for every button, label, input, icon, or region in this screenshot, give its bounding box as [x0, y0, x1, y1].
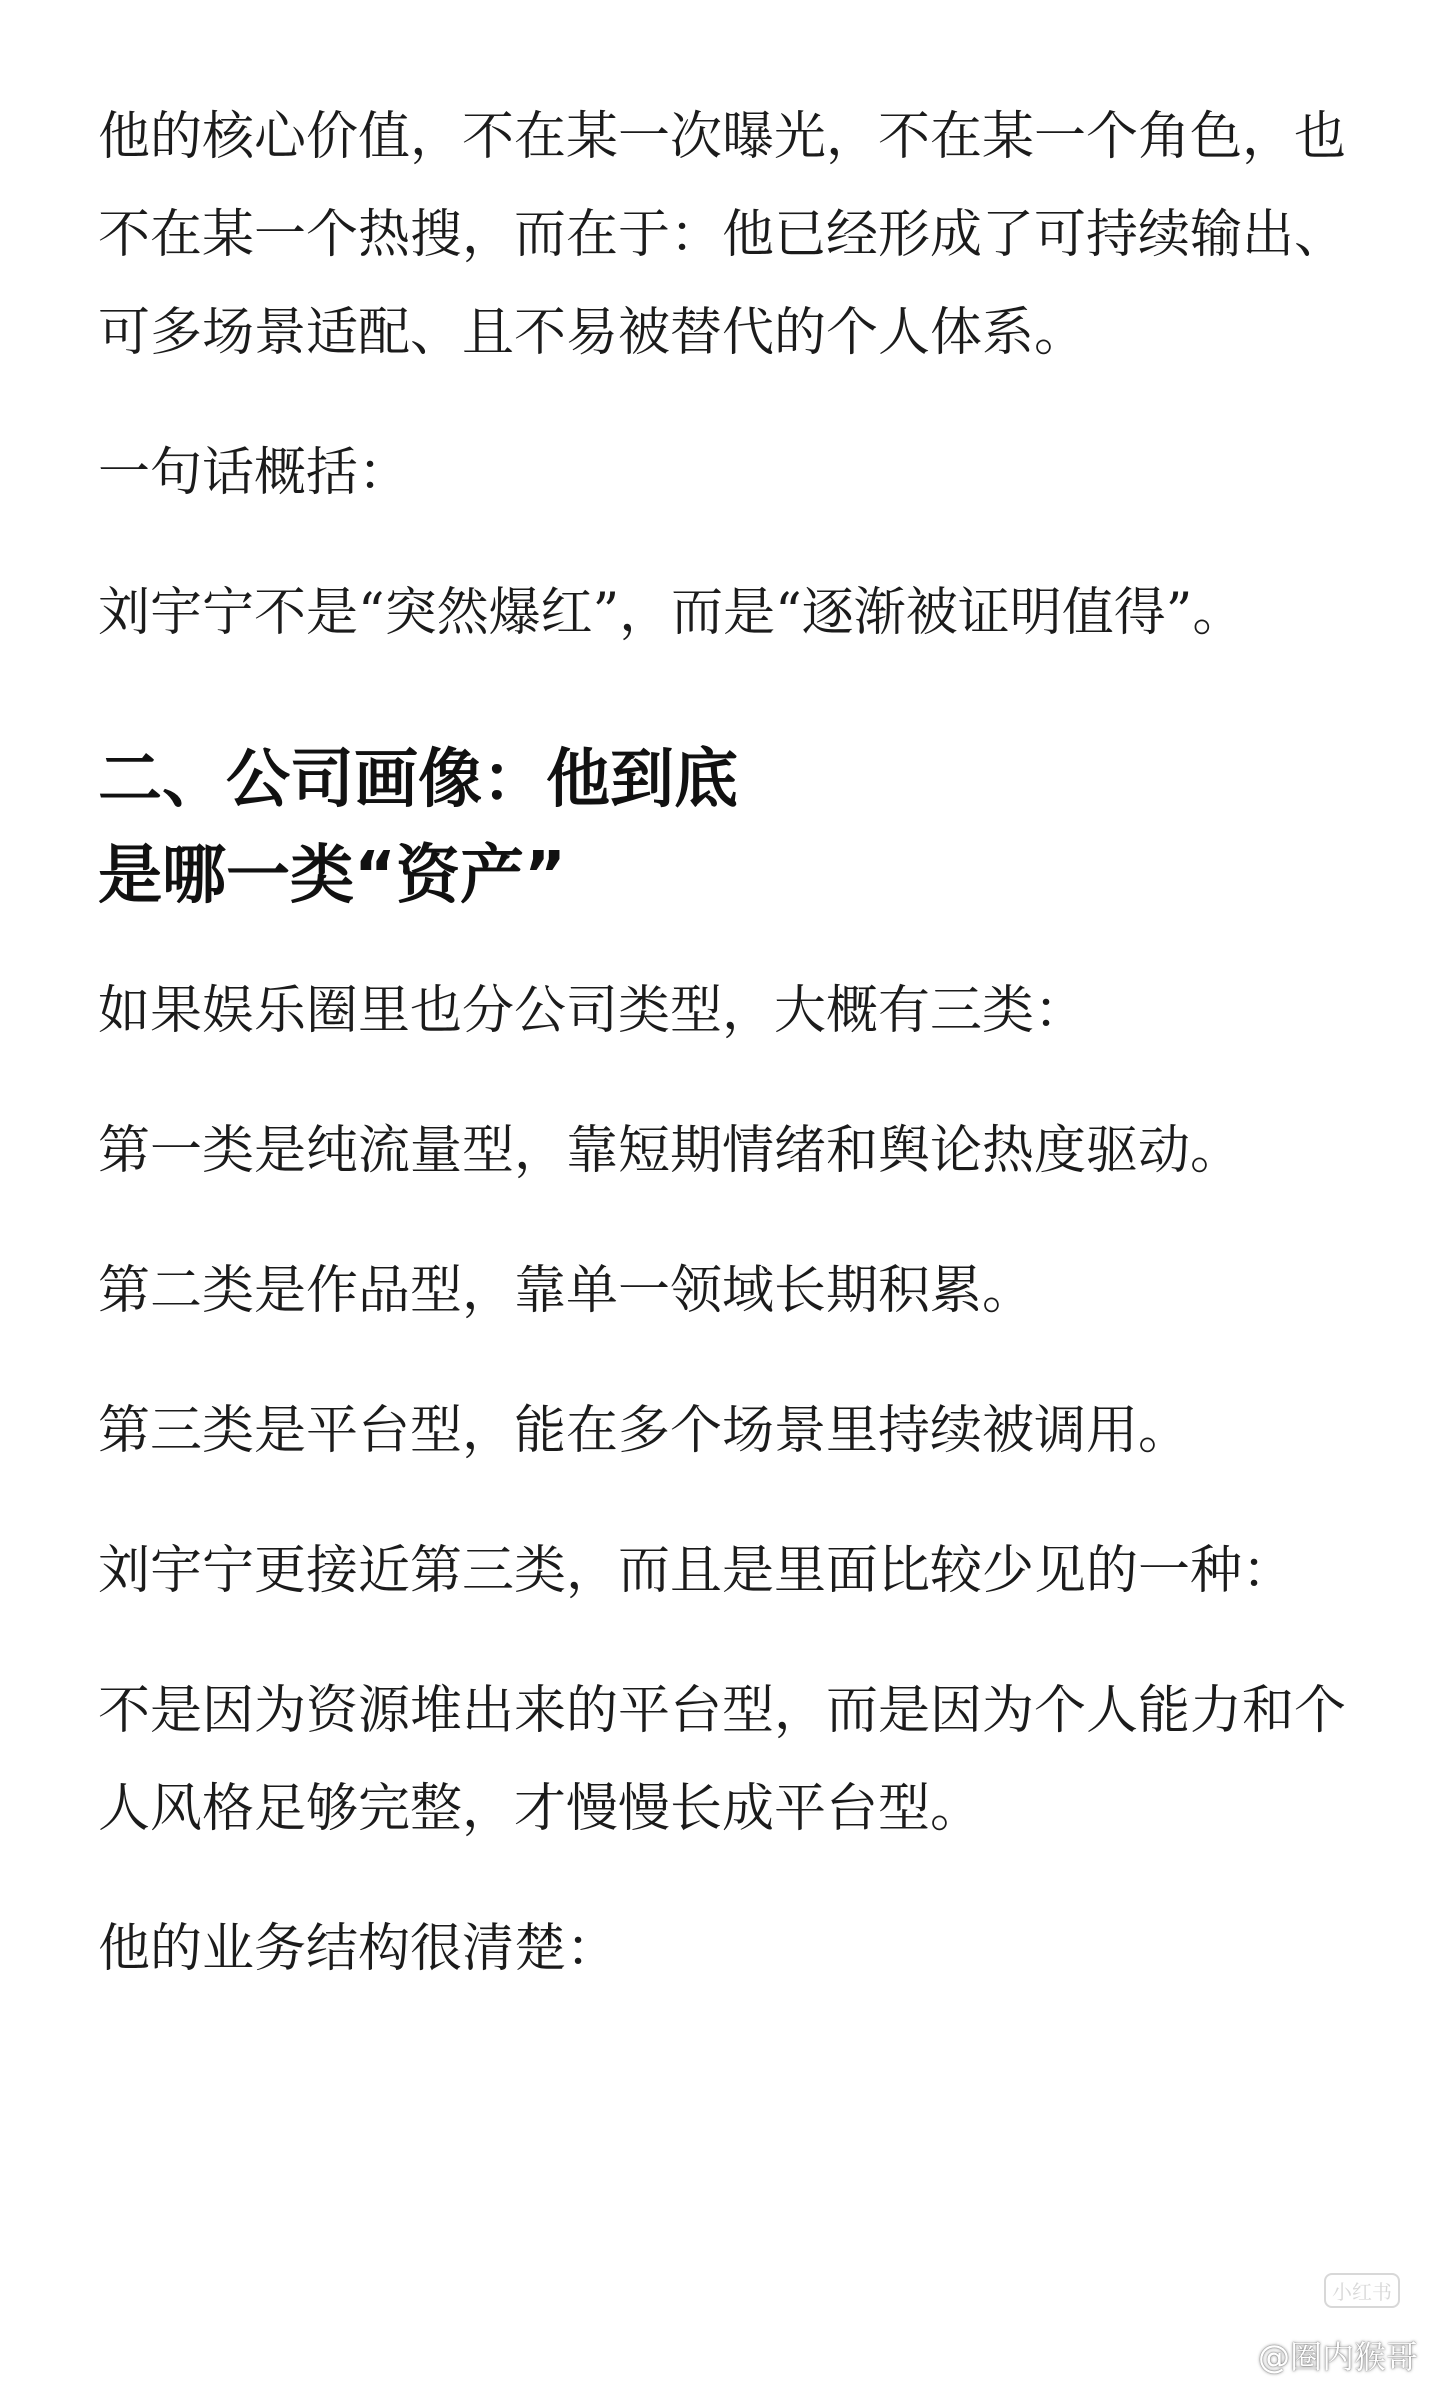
xiaohongshu-watermark: 小红书 — [1324, 2273, 1400, 2308]
paragraph-type-3: 第三类是平台型，能在多个场景里持续被调用。 — [98, 1401, 1191, 1461]
paragraph-type-2: 第二类是作品型，靠单一领域长期积累。 — [98, 1261, 1035, 1321]
weibo-watermark-text: @圈内猴哥 — [1257, 2338, 1418, 2376]
paragraph-core-value: 他的核心价值，不在某一次曝光，不在某一个角色，也不在某一个热搜，而在于：他已经形成了可持续输出、可多场景适配、且不易被替代的个人体系。 — [98, 107, 1347, 363]
section-heading — [98, 732, 1348, 924]
paragraph-type-1: 第一类是纯流量型，靠短期情绪和舆论热度驱动。 — [98, 1121, 1243, 1181]
article-body — [98, 88, 1348, 2040]
paragraph-business-structure: 他的业务结构很清楚： — [98, 1919, 619, 1979]
paragraph-summary-label: 一句话概括： — [98, 443, 411, 503]
weibo-watermark — [1214, 2332, 1418, 2378]
paragraph-not-resources: 不是因为资源堆出来的平台型，而是因为个人能力和个人风格足够完整，才慢慢长成平台型。 — [98, 1681, 1347, 1839]
weibo-icon — [1214, 2341, 1248, 2369]
paragraph-summary: 刘宇宁不是“突然爆红”，而是“逐渐被证明值得”。 — [98, 583, 1245, 643]
paragraph-company-types: 如果娱乐圈里也分公司类型，大概有三类： — [98, 981, 1087, 1041]
section-heading-line-2: 是哪一类“资产” — [98, 839, 567, 913]
section-heading-line-1: 二、公司画像：他到底 — [98, 743, 738, 817]
paragraph-closest-type: 刘宇宁更接近第三类，而且是里面比较少见的一种： — [98, 1541, 1295, 1601]
